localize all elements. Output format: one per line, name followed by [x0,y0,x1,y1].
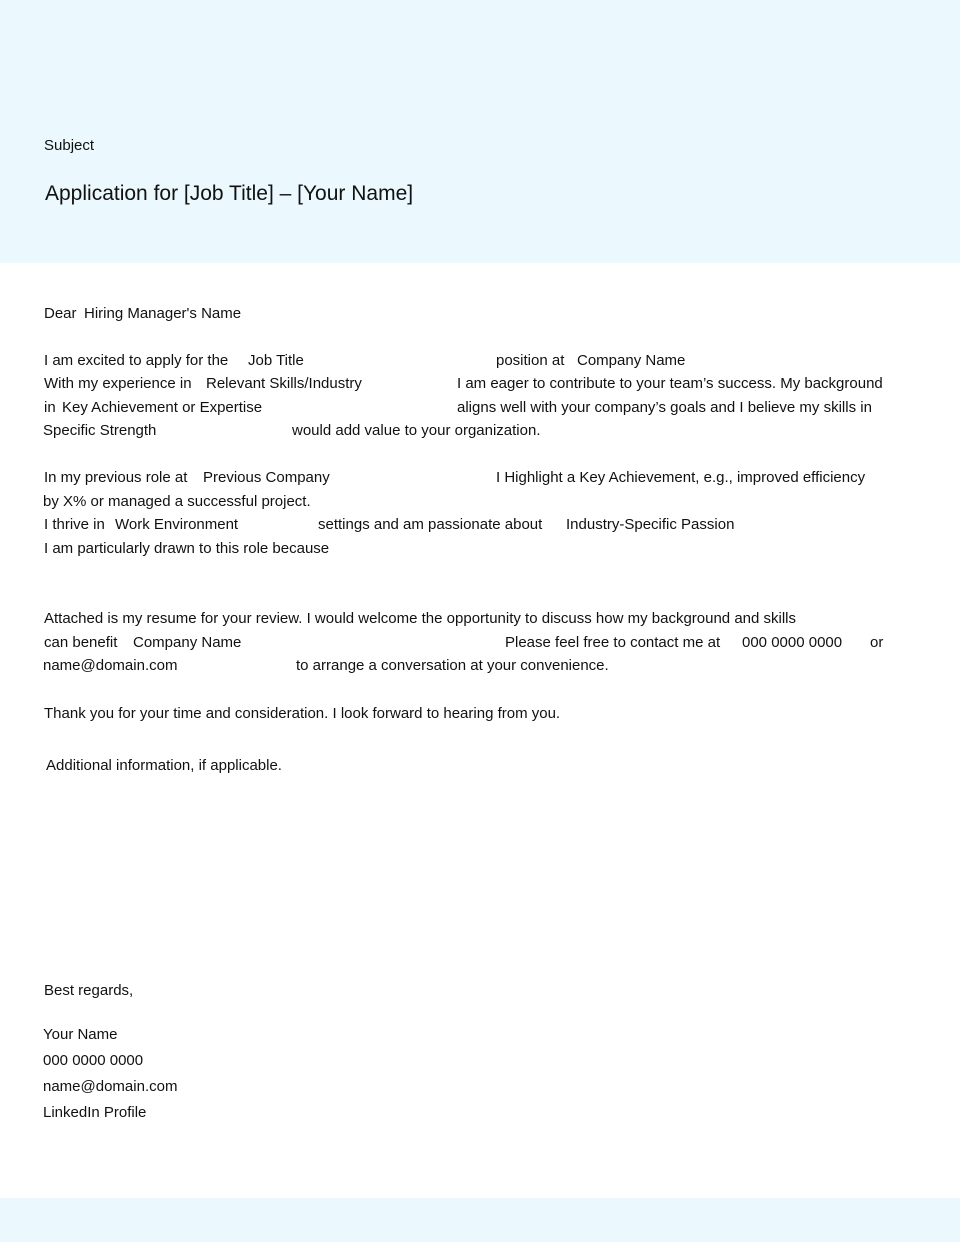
previous-company-placeholder: Previous Company [203,469,330,486]
signature-phone: 000 0000 0000 [43,1052,144,1069]
signature-name: Your Name [43,1026,118,1043]
company-name-placeholder-2: Company Name [133,634,242,651]
signature-linkedin: LinkedIn Profile [43,1104,147,1121]
thank-you-text: Thank you for your time and consideration. I look forward to hearing from you. [44,705,561,722]
work-environment-placeholder: Work Environment [115,516,239,533]
in-word-text: in [44,399,56,416]
industry-passion-placeholder: Industry-Specific Passion [566,516,735,533]
footer-band [0,1198,960,1242]
company-name-placeholder: Company Name [577,352,686,369]
salutation-dear: Dear [44,305,77,322]
header-band [0,0,960,263]
additional-info-text: Additional information, if applicable. [46,757,282,774]
highlight-achievement-text: I Highlight a Key Achievement, e.g., improved efficiency [496,469,866,486]
arrange-conversation-text: to arrange a conversation at your convenience. [296,657,609,674]
phone-placeholder: 000 0000 0000 [742,634,843,651]
settings-passionate-text: settings and am passionate about [318,516,543,533]
key-achievement-placeholder: Key Achievement or Expertise [62,399,263,416]
by-x-percent-text: by X% or managed a successful project. [43,493,311,510]
specific-strength-placeholder: Specific Strength [43,422,157,439]
position-at-text: position at [496,352,565,369]
best-regards-text: Best regards, [44,982,134,999]
subject-label: Subject [44,137,95,154]
drawn-to-role-text: I am particularly drawn to this role because [44,540,330,557]
contact-me-text: Please feel free to contact me at [505,634,721,651]
can-benefit-text: can benefit [44,634,118,651]
add-value-text: would add value to your organization. [292,422,541,439]
aligns-text: aligns well with your company’s goals and I believe my skills in [457,399,872,416]
experience-prefix-text: With my experience in [44,375,192,392]
signature-email: name@domain.com [43,1078,178,1095]
subject-title: Application for [Job Title] – [Your Name] [45,182,414,205]
or-word-text: or [870,634,884,651]
attached-resume-text: Attached is my resume for your review. I would welcome the opportunity to discuss how my background and skills [44,610,797,627]
job-title-placeholder: Job Title [248,352,304,369]
eager-text: I am eager to contribute to your team’s success. My background [457,375,883,392]
apply-prefix-text: I am excited to apply for the [44,352,229,369]
previous-role-prefix-text: In my previous role at [44,469,188,486]
thrive-prefix-text: I thrive in [44,516,105,533]
email-placeholder: name@domain.com [43,657,178,674]
relevant-skills-placeholder: Relevant Skills/Industry [206,375,362,392]
hiring-manager-placeholder: Hiring Manager's Name [84,305,242,322]
